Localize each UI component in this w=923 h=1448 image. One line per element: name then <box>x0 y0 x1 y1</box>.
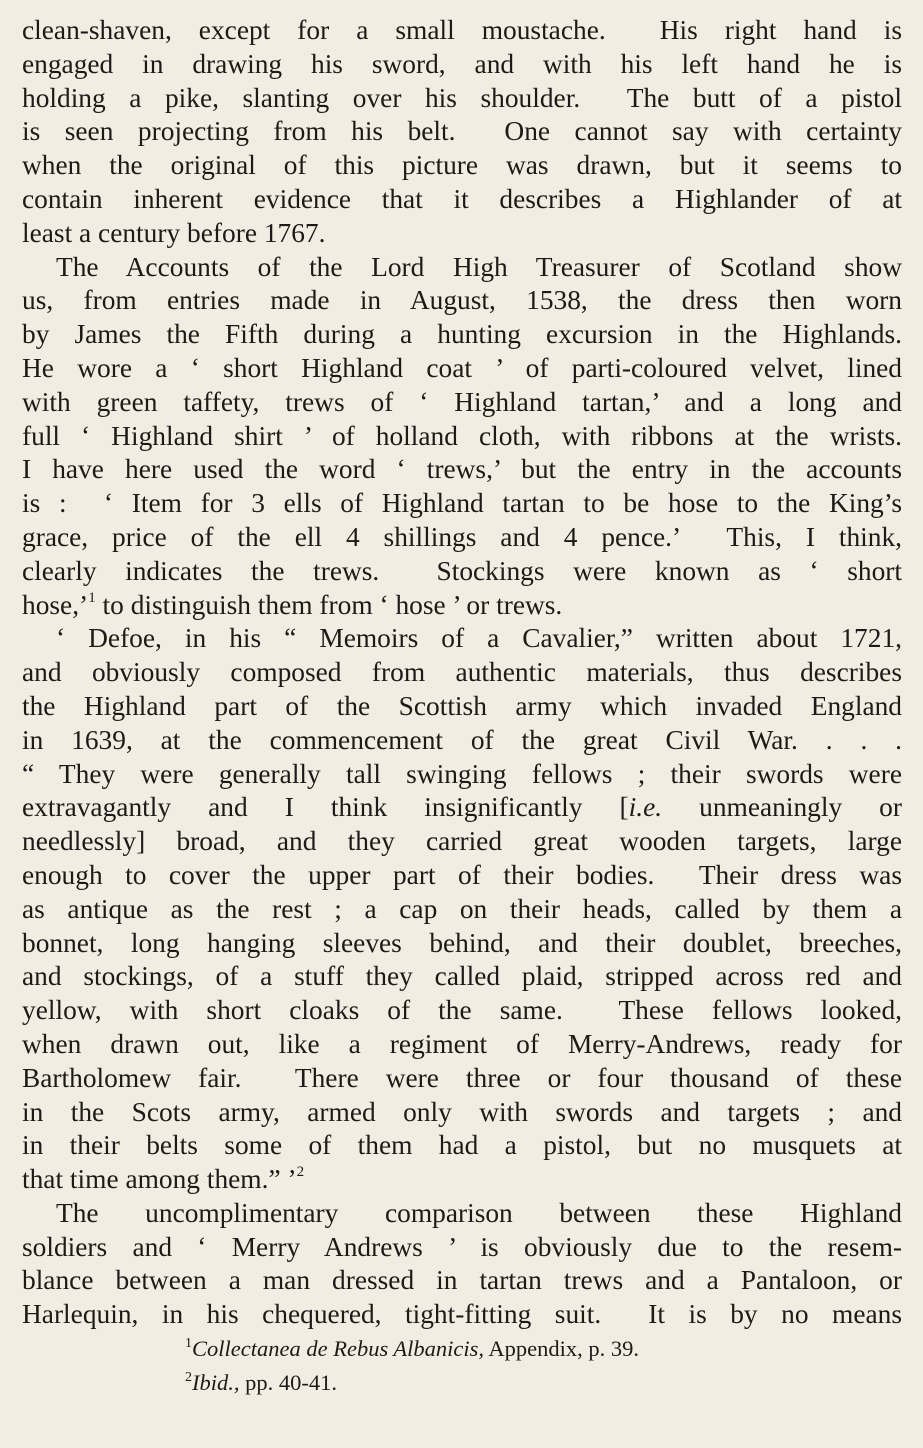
text-line <box>22 1129 902 1163</box>
footnote-marker: 1 <box>185 1336 192 1351</box>
text-line <box>22 825 902 859</box>
text-segment: Bartholomew fair. There were three or four thousand of these <box>22 1062 902 1093</box>
text-segment: holding a pike, slanting over his shoulder. The butt of a pistol <box>22 82 902 113</box>
text-line <box>22 1163 902 1197</box>
text-line <box>22 690 902 724</box>
footnotes <box>0 1332 923 1400</box>
footnote <box>0 1366 923 1400</box>
text-segment: blance between a man dressed in tartan trews and a Pantaloon, or <box>22 1265 902 1296</box>
text-line <box>22 859 902 893</box>
text-line <box>22 251 902 285</box>
text-line <box>22 14 902 48</box>
text-segment: as antique as the rest ; a cap on their heads, called by them a <box>22 893 902 924</box>
footnote-marker: 2 <box>185 1370 192 1385</box>
text-segment: ‘ Defoe, in his “ Memoirs of a Cavalier,” written about 1721, <box>56 623 902 654</box>
text-segment: that time among them.” ’ <box>22 1164 297 1195</box>
text-segment: is seen projecting from his belt. One cannot say with certainty <box>22 116 902 147</box>
text-segment: and obviously composed from authentic materials, thus describes <box>22 657 902 688</box>
text-segment: The uncomplimentary comparison between these Highland <box>56 1197 902 1228</box>
italic-text: i.e. <box>628 792 663 823</box>
text-line <box>22 960 902 994</box>
text-segment: grace, price of the ell 4 shillings and 4 pence.’ This, I think, <box>22 521 902 552</box>
text-line <box>22 1298 902 1332</box>
text-line <box>22 386 902 420</box>
text-line <box>22 1264 902 1298</box>
text-line <box>22 115 902 149</box>
text-segment: the Highland part of the Scottish army which invaded England <box>22 690 902 721</box>
text-line <box>22 284 902 318</box>
text-segment: when drawn out, like a regiment of Merry-Andrews, ready for <box>22 1028 902 1059</box>
text-line <box>22 453 902 487</box>
text-line <box>22 758 902 792</box>
text-line <box>22 82 902 116</box>
text-line <box>22 589 902 623</box>
text-segment: He wore a ‘ short Highland coat ’ of parti-coloured velvet, lined <box>22 352 902 383</box>
text-segment: clearly indicates the trews. Stockings were known as ‘ short <box>22 555 902 586</box>
text-segment: Harlequin, in his chequered, tight-fitting suit. It is by no means <box>22 1299 902 1330</box>
text-segment: to distinguish them from ‘ hose ’ or trews. <box>95 589 563 620</box>
text-segment: pp. 40-41. <box>239 1370 337 1395</box>
italic-text: Ibid., <box>192 1370 240 1395</box>
paragraph <box>22 251 902 623</box>
text-segment: with green taffety, trews of ‘ Highland tartan,’ and a long and <box>22 386 902 417</box>
text-segment: us, from entries made in August, 1538, the dress then worn <box>22 285 902 316</box>
text-line <box>22 183 902 217</box>
text-segment: by James the Fifth during a hunting excursion in the Highlands. <box>22 319 902 350</box>
text-segment: enough to cover the upper part of their bodies. Their dress was <box>22 859 902 890</box>
text-segment: in their belts some of them had a pistol, but no musquets at <box>22 1130 902 1161</box>
text-line <box>22 724 902 758</box>
text-line <box>22 927 902 961</box>
text-segment: The Accounts of the Lord High Treasurer of Scotland show <box>56 251 902 282</box>
text-line <box>22 318 902 352</box>
text-line <box>22 1062 902 1096</box>
paragraph <box>22 14 902 251</box>
text-line <box>22 622 902 656</box>
text-line <box>22 487 902 521</box>
body-text <box>22 14 902 1332</box>
text-segment: in the Scots army, armed only with swords and targets ; and <box>22 1096 902 1127</box>
footnote <box>0 1332 923 1366</box>
paragraph <box>22 1197 902 1332</box>
text-segment: is : ‘ Item for 3 ells of Highland tartan to be hose to the King’s <box>22 488 902 519</box>
text-line <box>22 893 902 927</box>
text-segment: I have here used the word ‘ trews,’ but the entry in the accounts <box>22 454 902 485</box>
text-segment: soldiers and ‘ Merry Andrews ’ is obviously due to the resem- <box>22 1231 902 1262</box>
text-segment: engaged in drawing his sword, and with his left hand he is <box>22 48 902 79</box>
text-line <box>22 48 902 82</box>
text-segment: when the original of this picture was drawn, but it seems to <box>22 150 902 181</box>
text-segment: bonnet, long hanging sleeves behind, and their doublet, breeches, <box>22 927 902 958</box>
text-line <box>22 1231 902 1265</box>
text-line <box>22 149 902 183</box>
text-segment: hose,’ <box>22 589 89 620</box>
text-line <box>22 352 902 386</box>
paragraph <box>22 622 902 1197</box>
text-segment: contain inherent evidence that it describes a Highlander of at <box>22 183 902 214</box>
text-segment: and stockings, of a stuff they called plaid, stripped across red and <box>22 961 902 992</box>
text-segment: Appendix, p. 39. <box>484 1336 640 1361</box>
text-segment: in 1639, at the commencement of the great Civil War. . . . <box>22 724 902 755</box>
text-line <box>22 420 902 454</box>
text-line <box>22 217 902 251</box>
text-segment: clean-shaven, except for a small moustache. His right hand is <box>22 15 902 45</box>
text-segment: “ They were generally tall swinging fellows ; their swords were <box>22 758 902 789</box>
footnote-marker: 2 <box>296 1164 305 1181</box>
text-line <box>22 521 902 555</box>
text-line <box>22 656 902 690</box>
footnote-marker: 1 <box>88 589 96 606</box>
text-segment: yellow, with short cloaks of the same. These fellows looked, <box>22 995 902 1026</box>
text-line <box>22 1197 902 1231</box>
text-line <box>22 555 902 589</box>
text-line <box>22 1028 902 1062</box>
text-segment: full ‘ Highland shirt ’ of holland cloth, with ribbons at the wrists. <box>22 420 902 451</box>
italic-text: Collectanea de Rebus Albanicis, <box>192 1336 485 1361</box>
text-segment: unmeaningly or <box>662 792 902 823</box>
text-segment: extravagantly and I think insignificantly [ <box>22 792 629 823</box>
text-line <box>22 1096 902 1130</box>
text-segment: needlessly] broad, and they carried great wooden targets, large <box>22 826 902 857</box>
text-line <box>22 994 902 1028</box>
text-segment: least a century before 1767. <box>22 217 326 248</box>
text-line <box>22 791 902 825</box>
